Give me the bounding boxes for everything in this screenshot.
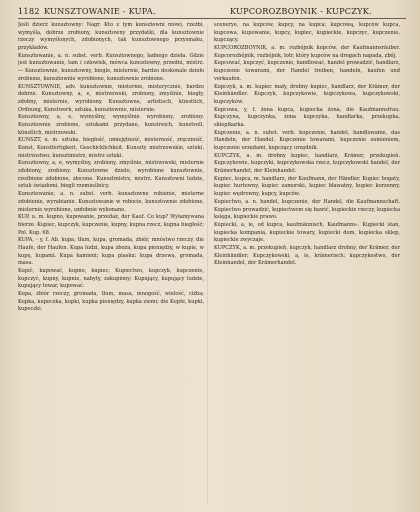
entry-paragraph: KUPCZYK, a. m. drobny kupiec, handlarz, Krämer, przekupień. Kupczykowie, kupczyki, kupczykowska rzecz, kupczykowski handel, der Krämerhandel, der Kleinhandel. (214, 152, 400, 175)
entry-paragraph: Kupcowa, y, f. żona kupca, kupiecka żona, die Kaufmannsfrau. Kupczyna, kupczynka, żona kupczyka, handlarka, przekupka, sklepikarka. (214, 106, 400, 128)
entry-paragraph: Kupiec, kupca, m. handlarz, der Kaufmann, der Händler. Kupiec bogaty, kupiec hurtowny, kupiec zamorski, kupiec bławatny, kupiec korzenny, kupiec wędrowny, kupcy, kupców. (214, 175, 400, 198)
entry-paragraph: KUNSZT, u. m. sztuka, biegłość, umiejętność, misterność, zręczność, Kunst, Kunstfertigkeit, Geschicklichkeit. Kunszty mistrzowskie, sztuki, mistrzostwo; kunsztmistrz, mistrz sztuki. (18, 137, 204, 159)
header-rule (18, 18, 406, 19)
entry-paragraph: Kupić, kupować, kupno, kupiec; Kupiectwo, kupczyk, kupczenie, kupczyć, kupny, kupnie, nabyty, zakupiony; Kupujący, kupujący ludzie, kupujący towar, kupować. (18, 268, 204, 290)
entry-paragraph: Kunsztowanie, a. n. subst. verb. Kunsztownego, ładnego dzieła. Gdzie jest kunsztowanie, tam i człowiek, mówca kunsztowny, przedni, mistrz. — Kunsztownie, kunsztowny, biegle, misternie, bardzo doskonale dzieło zrobione, kunsztownie wyrobione, kunsztownie zrobione. (18, 52, 204, 82)
entry-paragraph: Kupiectwo, a. n. handel, kupczenie, der Handel, die Kaufmannschaft. Kupiectwo prowadzić, kupiectwem się bawić, kupieckie rzeczy, kupiecka księga, kupieckie prawo. (214, 198, 400, 221)
entry-paragraph: KUNSZTOWNIE, adv. kunsztownie, misternie, misterycznie, bardzo dobrze. Kunsztowny, a, e, mistrzowski, zrobiony, zmyślnie, biegły, zdobny, misternie, wyrobiony. Kunsztowne, artistisch, künstlich, Ordnung, Kunstwerk, sztuka, kunsztownie, misternie. (18, 83, 204, 113)
entry-paragraph: Kupcować, kupczyć, kupczenie, handlować, handel prowadzić, handlarz, kupczenie towarami, der Handel treiben, handeln, kaufen und verkaufen. (214, 60, 400, 82)
entry-paragraph: Kupiecki, a, ie, od kupca, kaufmännisch, Kaufmanns-. Kupiecki stan, kupiecka kompania, kupieckie towary, kupiecki dom, kupiecka sklep, kupieckie zwyczaje. (214, 221, 400, 244)
entry-paragraph: Kupczenie, a. n. subst. verb. kupczenie, handel, handlowanie, das Handeln, der Handel. Kupczenie towarami, kupczenie sumieniem, kupczenie urzędami, kupczący urzędnik. (214, 129, 400, 151)
left-text-column (18, 22, 204, 508)
left-running-title: KUNSZTOWANIE - KUPA. (44, 6, 156, 16)
entry-paragraph: Jeśli dzierż kunsztowny: Nagr. Kto z tym kunsztowni mówi, rzeźbi, wymyśla, dobrze zrobiony, kunsztowny przydatki, dla kunsztownie rzeczy wymyślonych, zdobionych, tak kunsztownego przysmaku, przykładów. (18, 22, 204, 52)
entry-paragraph: KUPCOROZBOYNIK, a. m. rozbójnik kupców, der Kaufmannsräuber. Kupcorozbójnik, rozbójnik, łotr, który kupców na drogach napada, zbój. (214, 45, 400, 59)
entry-paragraph: Kunsztowanie, a. n. subst. verb. kunsztowne robienie, misterne zdobienie, wyrabianie. Kunsztowanie w robocie, kunsztownie zdobione, misternie wyrobione, ozdobnie wykonane. (18, 191, 204, 213)
entry-paragraph: Kunsztowny, a, e, wymyślny, zrobiony, zmyślnie, mistrzowski, misternie zdobiony, zrobiony. Kunsztowne dzieło, wyrobione kunsztownie, rzeźbione zdobione, złocone. Kunsztmistrz, mistrz. Kunsztowni ludzie, sztuk świadomi, biegli rzemieślnicy. (18, 160, 204, 190)
entry-paragraph: KUP, u. m. kupno, kupowanie, przedaż, der Kauf. Co kup? Wyłamywana bierze. Kupiec, kupczyk, kupczenie, kupny, kupna rzecz, kupna biegłość; Pol. Kup. 68. (18, 214, 204, 236)
column-gutter (207, 24, 208, 504)
entry-paragraph: KUPCZYK, a. m. przekupień, kupczyk, handlarz drobny, der Krämer, der Kleinhändler; Kupczykowski, a, ie, krämerisch; kupczykostwo, der Kleinhandel, der Krämerhandel. (214, 244, 400, 267)
entry-paragraph: Kupczyk, a. m. kupiec mały, drobny kupiec, handlarz, der Krämer, der Kleinhändler. Kupczyk, kupczykowie, kupczykowa, kupczykowski, kupczyków. (214, 83, 400, 105)
page-number: 1182 (18, 6, 40, 16)
entry-paragraph: Kupa, zbiór rzeczy, gromada, tłum, masa, mnogość, wielość, ciżba; Kupka, kupeczka, kupki, kupka pieniędzy, kupka ziemi; die Kupfe, kupki, kupeczki. (18, 291, 204, 313)
entry-paragraph: KUPA, - y, f. Ab. kupa, tłum, kupa, gromada, zbiór, mnóstwo rzeczy, die Haufe, der Haufen. Kupa ludzi, kupa zboża, kupa pieniędzy, w kupie, w kupę, kupami. Kupa kamieni; kupa piasku; kupa drzewa, gromada, masa. (18, 237, 204, 267)
right-text-column (214, 22, 400, 508)
entry-paragraph: Kunsztowny, a, e, wymyślny, wymyślnie wyrobiony, zrobiony. Kunsztownie zrobione, sztukami przydane, kunstreich, kunstvoll, künstlich, mistrzowski. (18, 114, 204, 136)
right-running-title: KUPCOROZBOYNIK - KUPCZYK. (230, 6, 372, 16)
entry-paragraph: scenerye, na kupców, kupcy, na kupca; kupcową, kupców kupca, kupcowa, kupowanie, kupcy, kupiec, kupieckie, kupczyc, kupczenie, kupczący. (214, 22, 400, 44)
